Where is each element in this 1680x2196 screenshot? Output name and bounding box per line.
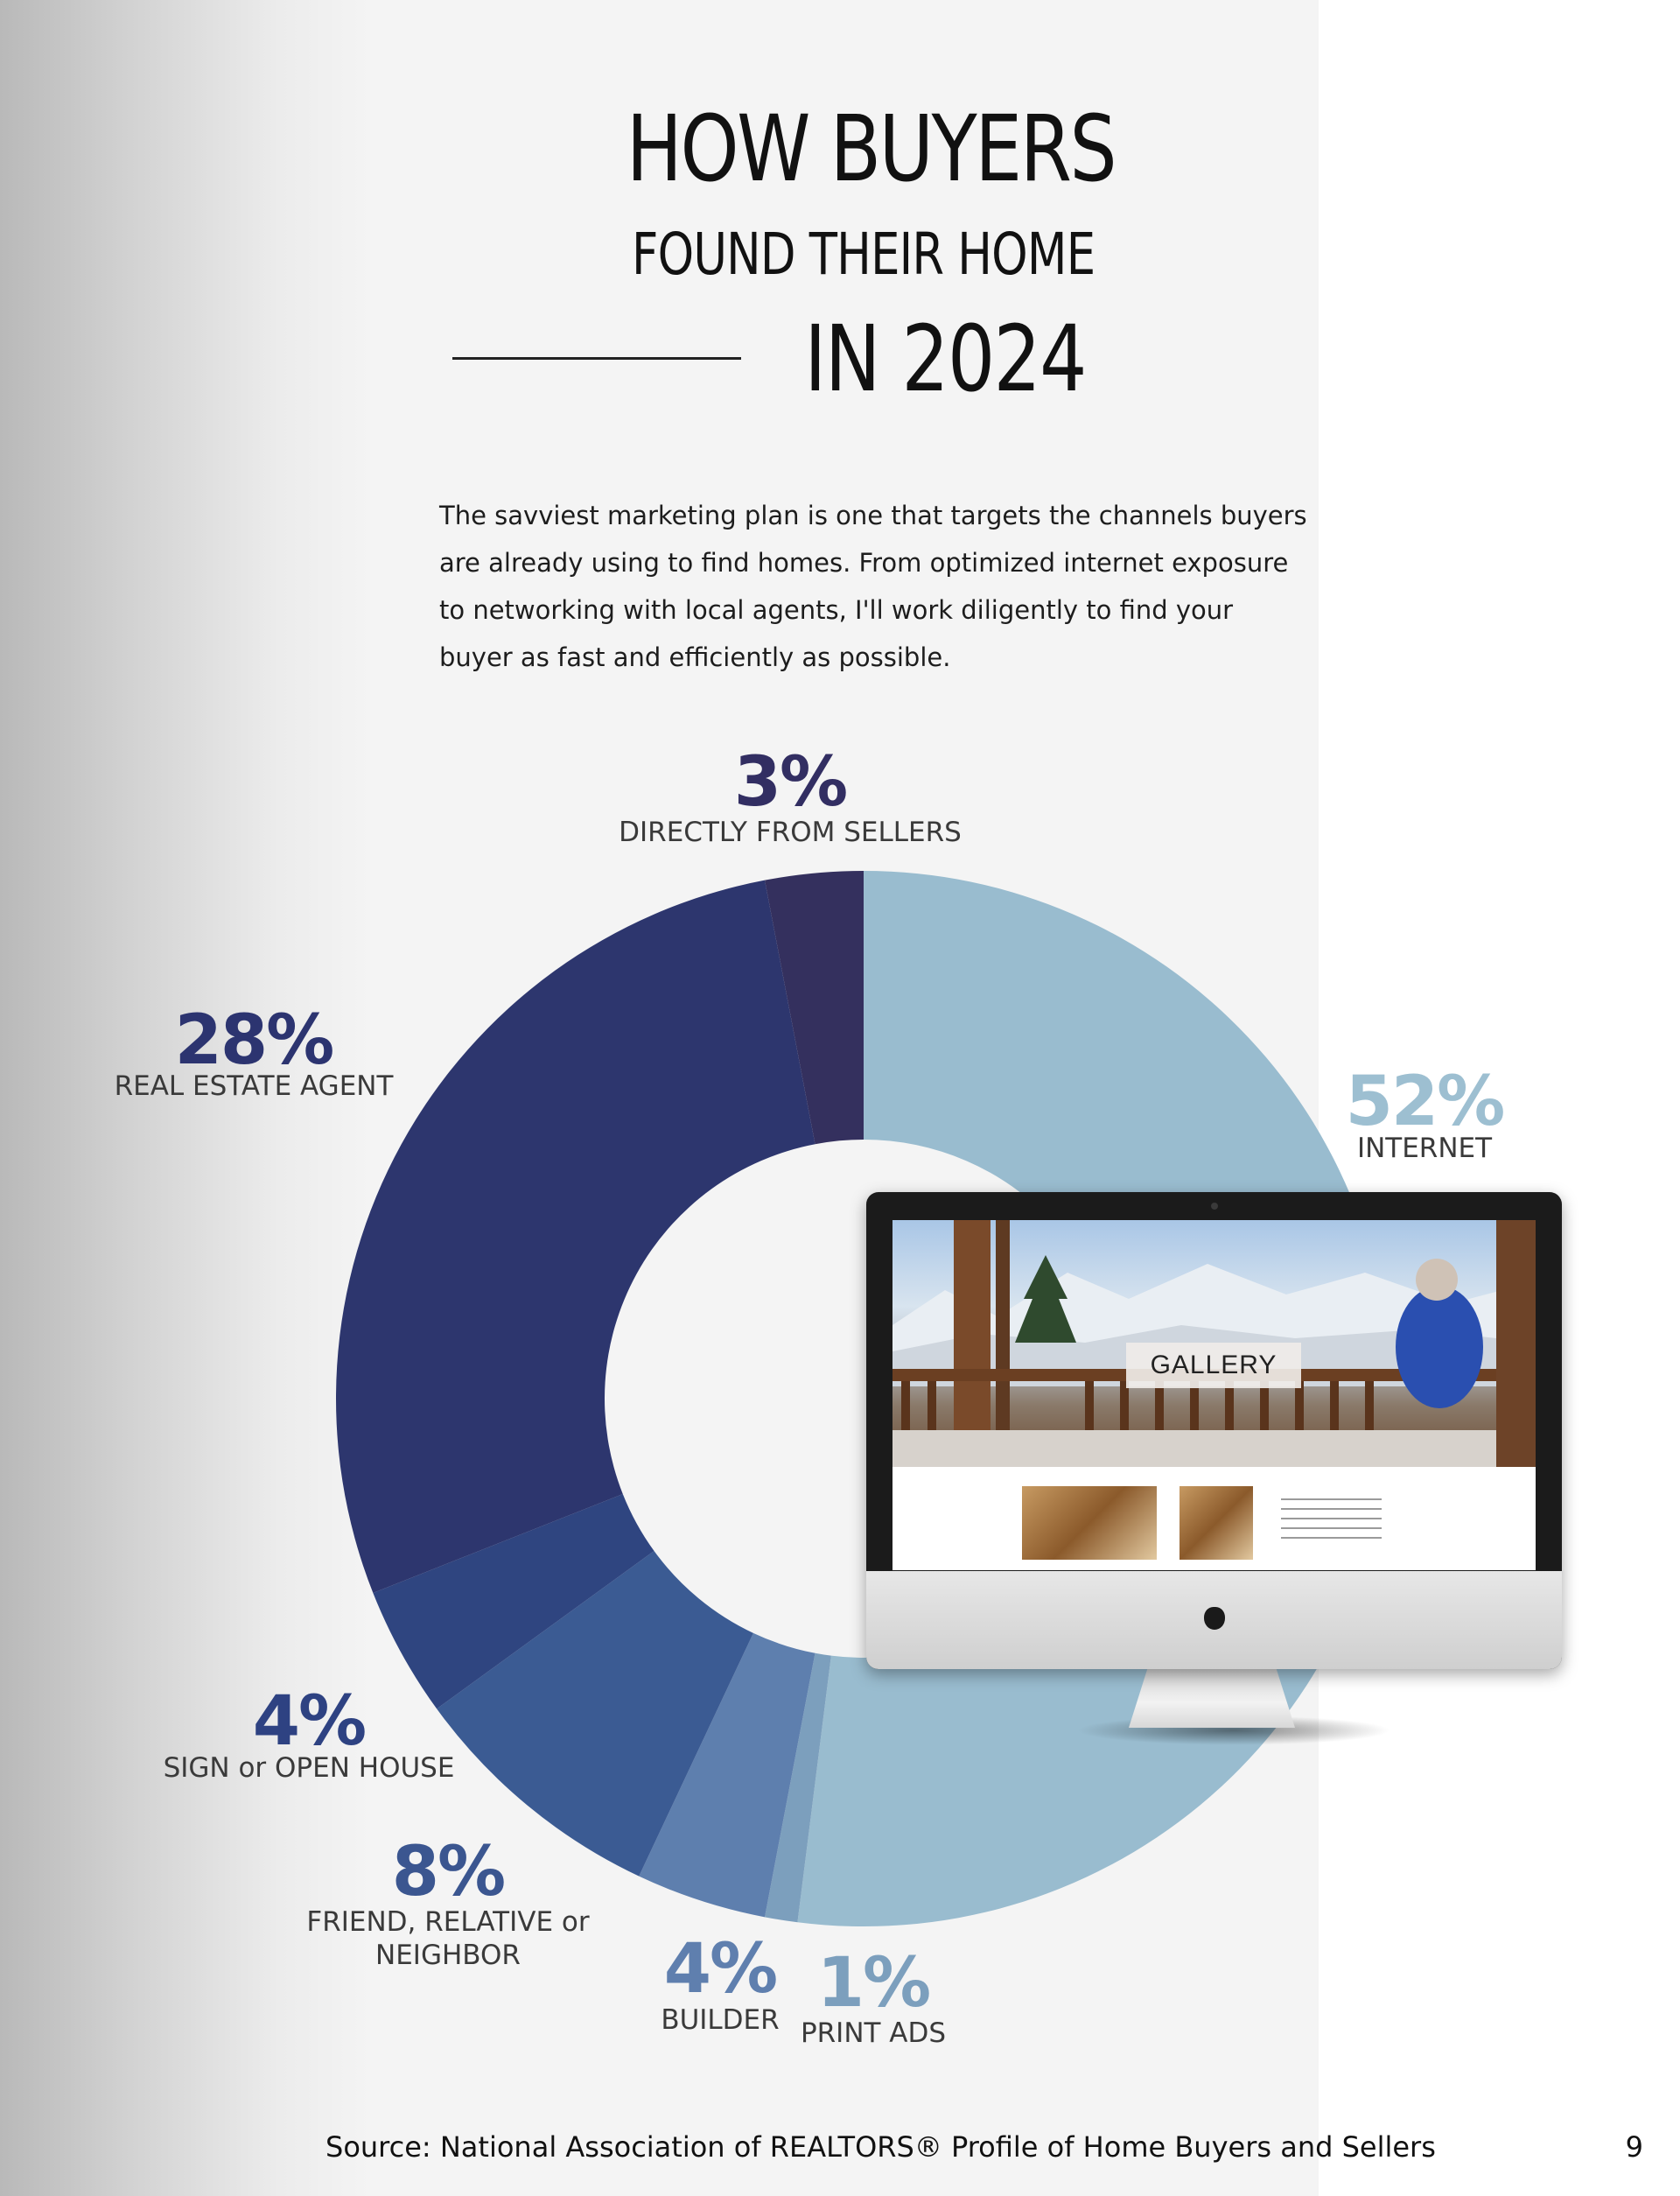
monitor-screen bbox=[892, 1220, 1536, 1570]
monitor-illustration bbox=[866, 1192, 1562, 1752]
source-citation: Source: National Association of REALTORS® Profile of Home Buyers and Sellers bbox=[326, 2130, 1436, 2164]
slice-category-label: BUILDER bbox=[661, 2004, 780, 2036]
slice-percent-label: 52% bbox=[1345, 1063, 1504, 1141]
slice-category-label: REAL ESTATE AGENT bbox=[114, 1070, 394, 1102]
page-number: 9 bbox=[1625, 2130, 1643, 2164]
page-title: HOW BUYERS bbox=[626, 95, 1116, 202]
gallery-label: GALLERY bbox=[1126, 1343, 1301, 1388]
mountain-deck-photo bbox=[892, 1220, 1536, 1467]
slice-percent-label: 28% bbox=[174, 1001, 333, 1080]
camera-icon bbox=[1211, 1203, 1218, 1210]
gallery-thumbnail bbox=[1022, 1486, 1157, 1560]
slice-category-label: NEIGHBOR bbox=[375, 1940, 521, 1971]
slice-percent-label: 3% bbox=[733, 743, 847, 822]
slice-category-label: SIGN or OPEN HOUSE bbox=[163, 1752, 455, 1784]
slice-category-label: DIRECTLY FROM SELLERS bbox=[619, 817, 962, 848]
intro-line: to networking with local agents, I'll work diligently to find your bbox=[439, 595, 1234, 625]
donut-slice-5 bbox=[336, 881, 816, 1593]
screen-text-block bbox=[1281, 1498, 1382, 1551]
monitor-chin bbox=[866, 1571, 1562, 1669]
intro-line: The savviest marketing plan is one that targets the channels buyers bbox=[439, 501, 1307, 530]
page-subtitle: FOUND THEIR HOME bbox=[632, 221, 1096, 288]
gallery-thumbnail bbox=[1180, 1486, 1253, 1560]
apple-logo-icon bbox=[1204, 1607, 1225, 1630]
intro-line: buyer as fast and efficiently as possible. bbox=[439, 642, 951, 672]
monitor-frame bbox=[866, 1192, 1562, 1669]
slice-percent-label: 8% bbox=[391, 1833, 505, 1912]
page-title-year: IN 2024 bbox=[804, 305, 1086, 412]
slice-percent-label: 1% bbox=[816, 1944, 930, 2023]
slice-category-label: INTERNET bbox=[1356, 1133, 1493, 1164]
intro-line: are already using to find homes. From optimized internet exposure bbox=[439, 548, 1289, 578]
slice-percent-label: 4% bbox=[663, 1930, 777, 2009]
slice-category-label: FRIEND, RELATIVE or bbox=[306, 1906, 590, 1938]
slice-category-label: PRINT ADS bbox=[800, 2017, 947, 2049]
slice-percent-label: 4% bbox=[252, 1682, 366, 1761]
monitor-stand bbox=[1129, 1665, 1295, 1728]
